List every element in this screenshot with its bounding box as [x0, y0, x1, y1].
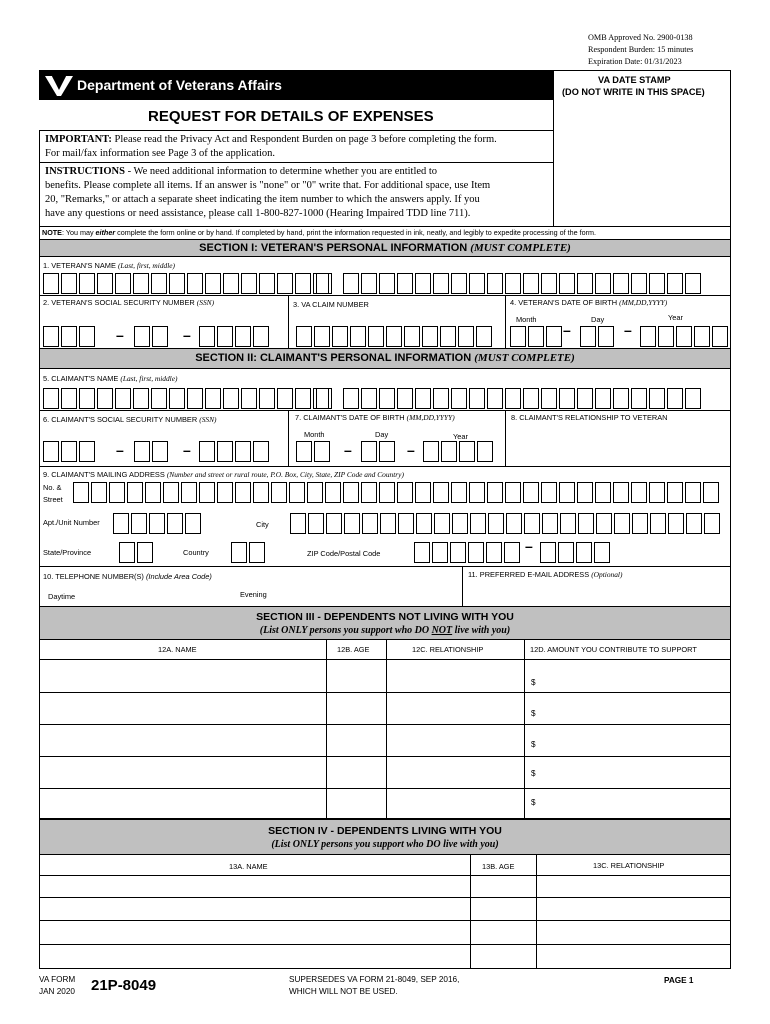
- stamp-note: (DO NOT WRITE IN THIS SPACE): [562, 87, 705, 97]
- va-claim-number-boxes[interactable]: [296, 326, 494, 347]
- section3-header: SECTION III - DEPENDENTS NOT LIVING WITH YOU (List ONLY persons you support who DO NOT live with you): [39, 606, 731, 640]
- col-13b-age: 13B. AGE: [482, 862, 515, 871]
- zip-part1-boxes[interactable]: [414, 542, 522, 563]
- claimant-first-name-boxes[interactable]: [43, 388, 331, 409]
- agency-name: Department of Veterans Affairs: [77, 77, 282, 93]
- section1-header: SECTION I: VETERAN'S PERSONAL INFORMATION (MUST COMPLETE): [39, 239, 731, 257]
- daytime-phone-input[interactable]: [85, 588, 225, 602]
- amount-row-4[interactable]: $: [531, 769, 536, 778]
- street-number-label: No. &: [43, 483, 62, 492]
- col-13c-relationship: 13C. RELATIONSHIP: [593, 861, 665, 870]
- veteran-ssn-part3[interactable]: [199, 326, 271, 347]
- state-boxes[interactable]: [119, 542, 155, 563]
- dependents-living-table: [39, 855, 731, 969]
- veteran-ssn-part2[interactable]: [134, 326, 170, 347]
- omb-approved: OMB Approved No. 2900-0138: [588, 33, 693, 42]
- instructions-line1: INSTRUCTIONS - We need additional information to determine whether you are entitled to: [45, 166, 438, 177]
- amount-row-1[interactable]: $: [531, 678, 536, 687]
- claimant-dob-month-label: Month: [304, 430, 325, 439]
- claimant-name-label: 5. CLAIMANT'S NAME (Last, first, middle): [43, 374, 178, 383]
- evening-phone-input[interactable]: [278, 588, 458, 602]
- footer-supersedes-1: SUPERSEDES VA FORM 21-8049, SEP 2016,: [289, 975, 460, 984]
- veteran-dob-year-label: Year: [668, 313, 683, 322]
- footer-supersedes-2: WHICH WILL NOT BE USED.: [289, 987, 398, 996]
- footer-page: PAGE 1: [664, 976, 694, 985]
- apt-unit-boxes[interactable]: [113, 513, 203, 534]
- daytime-label: Daytime: [48, 592, 76, 601]
- veteran-dob-day-boxes[interactable]: [580, 326, 616, 347]
- evening-label: Evening: [240, 590, 267, 599]
- footer-date: JAN 2020: [39, 987, 75, 996]
- instructions-line2: benefits. Please complete all items. If an answer is "none" or "0" write that. For additional space, use Item: [45, 180, 491, 191]
- veteran-dob-label: 4. VETERAN'S DATE OF BIRTH (MM,DD,YYYY): [510, 298, 668, 307]
- footer-va-form: VA FORM: [39, 975, 76, 984]
- important-line1: IMPORTANT: Please read the Privacy Act and Respondent Burden on page 3 before completing the form.: [45, 134, 497, 145]
- claimant-ssn-label: 6. CLAIMANT'S SOCIAL SECURITY NUMBER (SSN): [43, 415, 217, 424]
- telephone-label: 10. TELEPHONE NUMBER(S) (Include Area Code): [43, 572, 212, 581]
- col-12d-amount: 12D. AMOUNT YOU CONTRIBUTE TO SUPPORT: [530, 645, 697, 654]
- veteran-first-name-boxes[interactable]: [43, 273, 331, 294]
- veteran-dob-day-label: Day: [591, 315, 605, 324]
- claimant-dob-label: 7. CLAIMANT'S DATE OF BIRTH (MM,DD,YYYY): [295, 413, 455, 422]
- claimant-dob-day-label: Day: [375, 430, 389, 439]
- claimant-dob-day-boxes[interactable]: [361, 441, 397, 462]
- respondent-burden: Respondent Burden: 15 minutes: [588, 45, 694, 54]
- expiration-date: Expiration Date: 01/31/2023: [588, 57, 682, 66]
- country-label: Country: [183, 548, 209, 557]
- email-label: 11. PREFERRED E-MAIL ADDRESS (Optional): [468, 570, 623, 579]
- veteran-middle-initial-box[interactable]: [316, 273, 334, 294]
- street-label: Street: [43, 495, 63, 504]
- va-seal-icon: [44, 73, 74, 97]
- veteran-dob-month-boxes[interactable]: [510, 326, 564, 347]
- form-title: REQUEST FOR DETAILS OF EXPENSES: [148, 108, 434, 125]
- col-12a-name: 12A. NAME: [158, 645, 197, 654]
- street-boxes[interactable]: [73, 482, 721, 503]
- footer-form-number: 21P-8049: [91, 977, 157, 994]
- dependents-not-living-table: [39, 640, 731, 819]
- zip-label: ZIP Code/Postal Code: [307, 549, 381, 558]
- amount-row-3[interactable]: $: [531, 740, 536, 749]
- claimant-middle-initial-box[interactable]: [316, 388, 334, 409]
- city-boxes[interactable]: [290, 513, 722, 534]
- col-12b-age: 12B. AGE: [337, 645, 370, 654]
- important-line2: For mail/fax information see Page 3 of the application.: [45, 148, 276, 159]
- claimant-ssn-part2[interactable]: [134, 441, 170, 462]
- claimant-last-name-boxes[interactable]: [343, 388, 703, 409]
- claimant-dob-year-label: Year: [453, 432, 468, 441]
- zip-part2-boxes[interactable]: [540, 542, 612, 563]
- mailing-address-label: 9. CLAIMANT'S MAILING ADDRESS (Number and street or rural route, P.O. Box, City, State, ZIP Code and Country): [43, 470, 404, 479]
- country-boxes[interactable]: [231, 542, 267, 563]
- section4-header: SECTION IV - DEPENDENTS LIVING WITH YOU (List ONLY persons you support who DO live with you): [39, 819, 731, 855]
- city-label: City: [256, 520, 269, 529]
- veteran-dob-month-label: Month: [516, 315, 537, 324]
- agency-header-bar: [39, 70, 553, 100]
- col-12c-relationship: 12C. RELATIONSHIP: [412, 645, 484, 654]
- claimant-ssn-part1[interactable]: [43, 441, 97, 462]
- amount-row-5[interactable]: $: [531, 798, 536, 807]
- va-claim-number-label: 3. VA CLAIM NUMBER: [293, 300, 369, 309]
- instructions-line4: have any questions or need assistance, please call 1-800-827-1000 (Hearing Impaired TDD line 711).: [45, 208, 471, 219]
- email-input[interactable]: [468, 584, 726, 602]
- claimant-ssn-part3[interactable]: [199, 441, 271, 462]
- apt-unit-label: Apt./Unit Number: [43, 518, 100, 527]
- veteran-dob-year-boxes[interactable]: [640, 326, 730, 347]
- note-line: NOTE: You may either complete the form online or by hand. If completed by hand, print the information requested in ink, neatly, and legibly to expedite processing of the form.: [42, 228, 597, 237]
- veteran-last-name-boxes[interactable]: [343, 273, 703, 294]
- veteran-ssn-part1[interactable]: [43, 326, 97, 347]
- claimant-relationship-label: 8. CLAIMANT'S RELATIONSHIP TO VETERAN: [511, 413, 668, 422]
- claimant-dob-month-boxes[interactable]: [296, 441, 332, 462]
- claimant-dob-year-boxes[interactable]: [423, 441, 495, 462]
- amount-row-2[interactable]: $: [531, 709, 536, 718]
- col-13a-name: 13A. NAME: [229, 862, 268, 871]
- stamp-title: VA DATE STAMP: [598, 75, 671, 85]
- veteran-name-label: 1. VETERAN'S NAME (Last, first, middle): [43, 261, 176, 270]
- state-label: State/Province: [43, 548, 92, 557]
- instructions-line3: 20, "Remarks," or attach a separate sheet indicating the item number to which the answers apply. If you: [45, 194, 480, 205]
- section2-header: SECTION II: CLAIMANT'S PERSONAL INFORMATION (MUST COMPLETE): [39, 348, 731, 369]
- veteran-ssn-label: 2. VETERAN'S SOCIAL SECURITY NUMBER (SSN): [43, 298, 215, 307]
- form-page: OMB Approved No. 2900-0138 Respondent Burden: 15 minutes Expiration Date: 01/31/2023 Department of Veterans Affairs VA DATE STAMP (DO NOT WRITE IN THIS SPACE) REQUEST FOR DETAILS OF EXPENSES IMPORTANT: Please read the Privacy Act and Respondent Burden on page 3 before completing the form. For mail/fax information see Page 3 of the application. INSTRUCTIONS - We need additional information to determine whether you are entitled to benefits. Please complete all items. If an answer is "none" or "0" write that. For additional space, use Item 20, "Remarks," or attach a separate sheet indicating the item number to which the answers apply. If you have any questions or need assistance, please call 1-800-827-1000 (Hearing Impaired TDD line 711). NOTE: You may either complete the form online or by hand. If completed by hand, print the information requested in ink, neatly, and legibly to expedite processing of the form. SECTION I: VETERAN'S PERSONAL INFORMATION (MUST COMPLETE) 1. VETERAN'S NAME (Last, first, middle) 2. VETERAN'S SOCIAL SECURITY NUMBER (SSN) 3. VA CLAIM NUMBER 4. VETERAN'S DATE OF BIRTH (MM,DD,YYYY) Month Day Year – – – – SECTION II: CLAIMANT'S PERSONAL INFORMATION (MUST COMPLETE) 5. CLAIMANT'S NAME (Last, first, middle) 6. CLAIMANT'S SOCIAL SECURITY NUMBER (SSN) 7. CLAIMANT'S DATE OF BIRTH (MM,DD,YYYY) 8. CLAIMANT'S RELATIONSHIP TO VETERAN Month Day Year – – – – 9. CLAIMANT'S MAILING ADDRESS (Number and street or rural route, P.O. Box, City, State, ZIP Code and Country) No. & Street Apt./Unit Number City State/Province Country ZIP Code/Postal Code – 10. TELEPHONE NUMBER(S) (Include Area Code) 11. PREFERRED E-MAIL ADDRESS (Optional) Daytime Evening SECTION III - DEPENDENTS NOT LIVING WITH YOU (List ONLY persons you support who DO NOT live with you) 12A. NAME 12B. AGE 12C. RELATIONSHIP 12D. AMOUNT YOU CONTRIBUTE TO SUPPORT $ $ $ $ $ SECTION IV - DEPENDENTS LIVING WITH YOU (List ONLY persons you support who DO live with you) 13A. NAME 13B. AGE 13C. RELATIONSHIP VA FORM JAN 2020 21P-8049 SUPERSEDES VA FORM 21-8049, SEP 2016, WHICH WILL NOT BE USED. PAGE 1: [0, 0, 770, 1024]
